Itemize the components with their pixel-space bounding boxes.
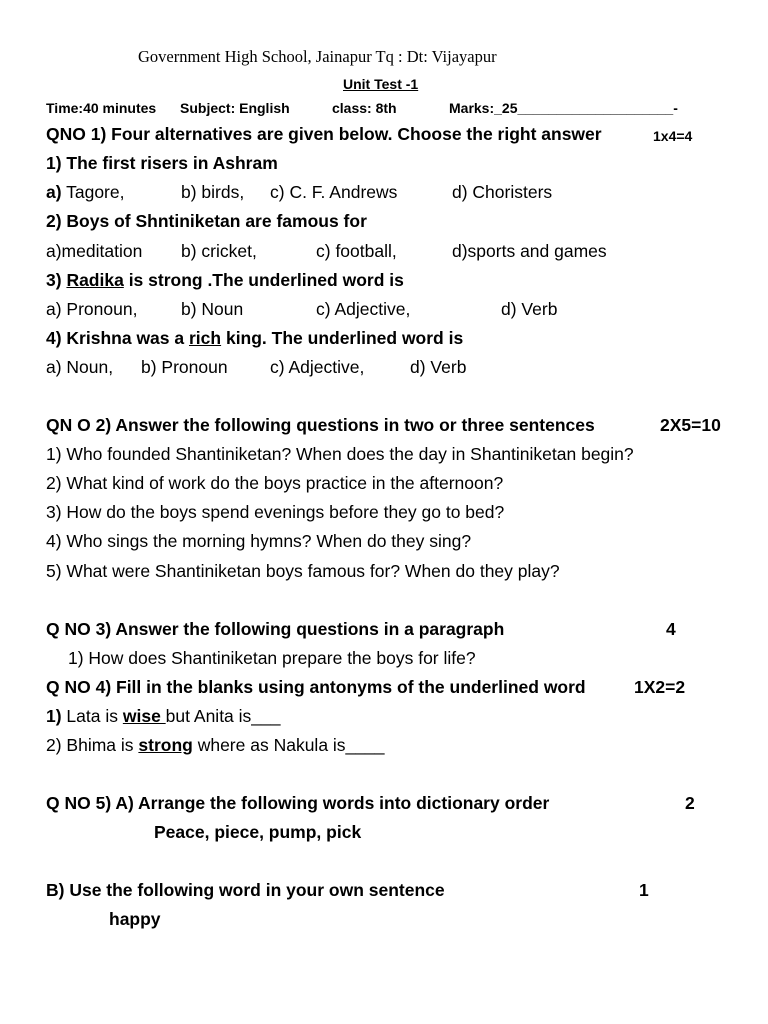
q5b-marks: 1 (639, 880, 649, 900)
question-text: 1) The first risers in Ashram (46, 153, 278, 173)
q1-question-1 (46, 152, 278, 174)
q2-marks: 2X5=10 (660, 415, 721, 435)
q1-option-c: c) C. F. Andrews (270, 182, 398, 202)
test-title: Unit Test -1 (343, 76, 419, 92)
q1-option-c: c) football, (316, 241, 397, 261)
q1-option-a (46, 181, 124, 203)
q1-option-b: b) birds, (181, 182, 245, 202)
q1-option-d: d) Choristers (452, 182, 553, 202)
question-text: 2) Boys of Shntiniketan are famous for (46, 211, 367, 231)
q2-question: 1) Who founded Shantiniketan? When does the day in Shantiniketan begin? (46, 444, 634, 464)
q5-marks: 2 (685, 793, 695, 813)
q4-item-1 (46, 705, 280, 727)
q5-heading: Q NO 5) A) Arrange the following words into dictionary order (46, 793, 550, 813)
school-name: Government High School, Jainapur Tq : Dt: Vijayapur (138, 47, 497, 66)
q1-question-4 (46, 327, 463, 349)
q3-marks: 4 (666, 619, 676, 639)
q5b-word: happy (109, 909, 161, 929)
sentence-start: Lata is (61, 706, 123, 726)
option-a-text: Tagore, (61, 182, 125, 202)
sentence-end: where as Nakula is____ (192, 735, 385, 755)
q1-question-2 (46, 210, 367, 232)
class-info: class: 8th (332, 100, 397, 116)
q1-option-a: a) Noun, (46, 357, 114, 377)
q1-marks: 1x4=4 (653, 128, 693, 144)
q1-option-a: a) Pronoun, (46, 299, 138, 319)
marks-info: Marks:_25____________________- (449, 100, 678, 116)
q1-option-b: b) Pronoun (141, 357, 228, 377)
q4-marks: 1X2=2 (634, 677, 686, 697)
q2-heading: QN O 2) Answer the following questions in two or three sentences (46, 415, 595, 435)
sentence-end: but Anita is___ (165, 706, 281, 726)
q4-heading: Q NO 4) Fill in the blanks using antonyms of the underlined word (46, 677, 586, 697)
q1-question-3 (46, 269, 404, 291)
q5-word-list: Peace, piece, pump, pick (154, 822, 362, 842)
time-info: Time:40 minutes (46, 100, 157, 116)
option-a-label: a) (46, 182, 62, 202)
q1-option-d: d)sports and games (452, 241, 607, 261)
q1-option-c: c) Adjective, (316, 299, 411, 319)
q1-heading: QNO 1) Four alternatives are given below. Choose the right answer (46, 124, 602, 144)
q1-option-a: a)meditation (46, 241, 143, 261)
q1-option-d: d) Verb (410, 357, 467, 377)
underlined-word: Radika (66, 270, 124, 290)
question-text: is strong .The underlined word is (123, 270, 404, 290)
underlined-word: rich (188, 328, 222, 348)
q4-item-2 (46, 734, 384, 756)
q3-heading: Q NO 3) Answer the following questions in a paragraph (46, 619, 505, 639)
subject-info: Subject: English (180, 100, 290, 116)
sentence-start: 2) Bhima is (46, 735, 139, 755)
q1-option-b: b) Noun (181, 299, 244, 319)
q2-question: 3) How do the boys spend evenings before they go to bed? (46, 502, 505, 522)
q3-question: 1) How does Shantiniketan prepare the boys for life? (68, 648, 476, 668)
q2-question: 2) What kind of work do the boys practice in the afternoon? (46, 473, 504, 493)
q2-question: 5) What were Shantiniketan boys famous for? When do they play? (46, 561, 560, 581)
underlined-word: strong (138, 735, 193, 755)
q1-option-d: d) Verb (501, 299, 558, 319)
question-prefix: 3) (46, 270, 67, 290)
q1-option-b: b) cricket, (181, 241, 257, 261)
question-text: king. The underlined word is (221, 328, 464, 348)
q5b-heading: B) Use the following word in your own sentence (46, 880, 445, 900)
item-number: 1) (46, 706, 62, 726)
q1-option-c: c) Adjective, (270, 357, 365, 377)
q2-question: 4) Who sings the morning hymns? When do they sing? (46, 531, 472, 551)
underlined-word: wise (122, 706, 166, 726)
question-prefix: 4) Krishna was a (46, 328, 189, 348)
